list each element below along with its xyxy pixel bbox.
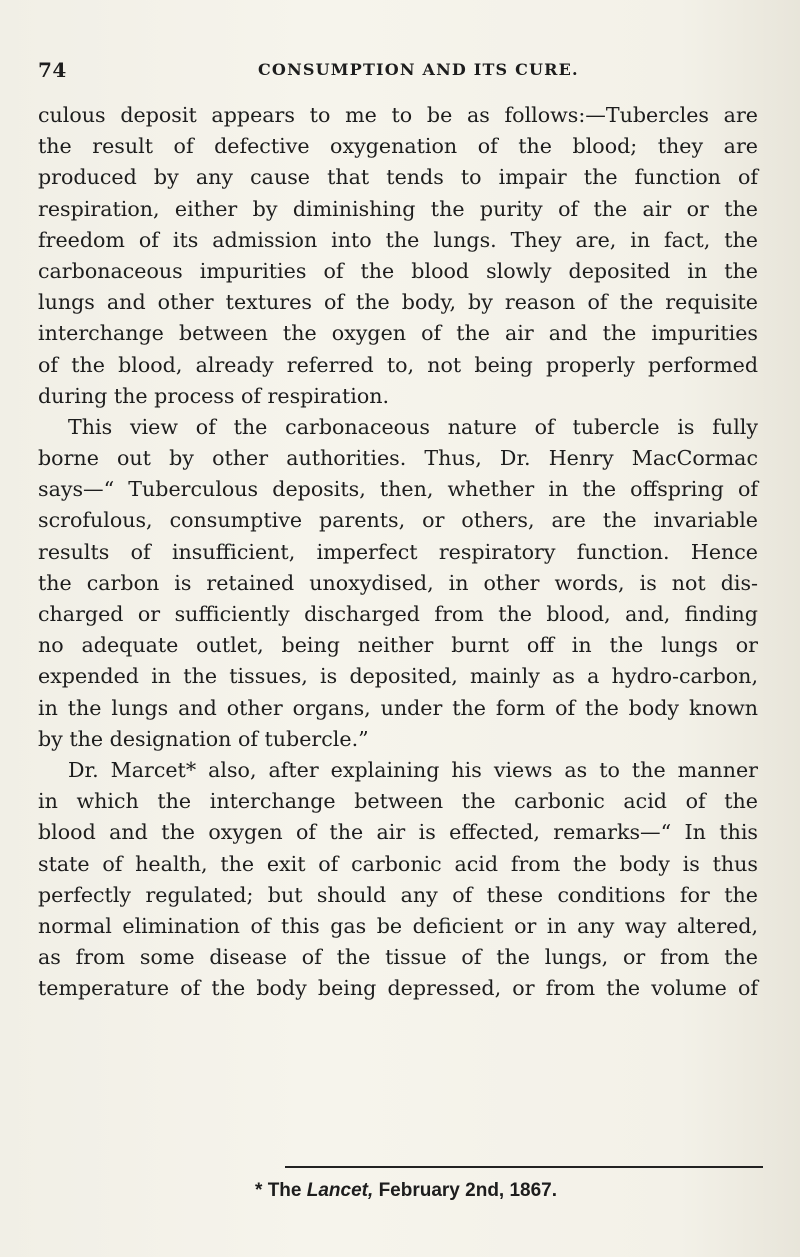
text-line: scrofulous, consumptive parents, or others, are the invariable bbox=[38, 508, 758, 533]
footnote-date: February 2nd, 1867. bbox=[378, 1180, 558, 1201]
text-line: culous deposit appears to me to be as follows:—Tubercles are bbox=[38, 103, 758, 127]
text-line: freedom of its admission into the lungs. They are, in fact, the bbox=[38, 227, 758, 252]
text-line: by the designation of tubercle.” bbox=[38, 726, 369, 751]
text-line: says—“ Tuberculous deposits, then, whether in the offspring of bbox=[38, 477, 758, 502]
text-line: Dr. Marcet* also, after explaining his views as to the manner bbox=[68, 757, 758, 782]
text-line: the carbon is retained unoxydised, in other words, is not dis- bbox=[38, 570, 758, 595]
text-line: the result of defective oxygenation of the blood; they are bbox=[38, 134, 758, 159]
text-line: borne out by other authorities. Thus, Dr. Henry MacCormac bbox=[38, 446, 758, 471]
text-line: temperature of the body being depressed, or from the volume of bbox=[38, 976, 758, 1001]
text-line: lungs and other textures of the body, by reason of the requisite bbox=[38, 290, 758, 315]
text-line: blood and the oxygen of the air is effected, remarks—“ In this bbox=[38, 820, 758, 845]
text-line: produced by any cause that tends to impair the function of bbox=[38, 165, 758, 190]
running-title: CONSUMPTION AND ITS CURE. bbox=[258, 60, 579, 79]
body-text bbox=[38, 100, 758, 1004]
text-line: in the lungs and other organs, under the form of the body known bbox=[38, 695, 758, 720]
text-line: in which the interchange between the carbonic acid of the bbox=[38, 789, 758, 814]
text-line: charged or sufficiently discharged from the blood, and, finding bbox=[38, 602, 758, 626]
footnote bbox=[255, 1180, 557, 1202]
text-line: of the blood, already referred to, not being properly performed bbox=[38, 352, 758, 377]
text-line: perfectly regulated; but should any of these conditions for the bbox=[38, 882, 758, 907]
footnote-marker: * bbox=[255, 1180, 263, 1201]
text-line: respiration, either by diminishing the purity of the air or the bbox=[38, 196, 758, 221]
footnote-prefix: The bbox=[267, 1180, 302, 1201]
text-line: expended in the tissues, is deposited, mainly as a hydro-carbon, bbox=[38, 664, 758, 689]
text-line: as from some disease of the tissue of the lungs, or from the bbox=[38, 945, 758, 970]
text-line: carbonaceous impurities of the blood slowly deposited in the bbox=[38, 258, 758, 283]
text-line: state of health, the exit of carbonic acid from the body is thus bbox=[38, 851, 758, 876]
text-line: during the process of respiration. bbox=[38, 383, 390, 408]
running-head bbox=[38, 58, 768, 88]
footnote-rule bbox=[285, 1166, 763, 1168]
footnote-journal: Lancet, bbox=[306, 1180, 374, 1201]
text-line: This view of the carbonaceous nature of tubercle is fully bbox=[68, 414, 758, 439]
text-line: normal elimination of this gas be deficient or in any way altered, bbox=[38, 913, 758, 938]
text-line: no adequate outlet, being neither burnt off in the lungs or bbox=[38, 633, 758, 658]
text-line: results of insufficient, imperfect respiratory function. Hence bbox=[38, 539, 758, 564]
text-line: interchange between the oxygen of the air and the impurities bbox=[38, 321, 758, 346]
page-number: 74 bbox=[38, 58, 67, 82]
